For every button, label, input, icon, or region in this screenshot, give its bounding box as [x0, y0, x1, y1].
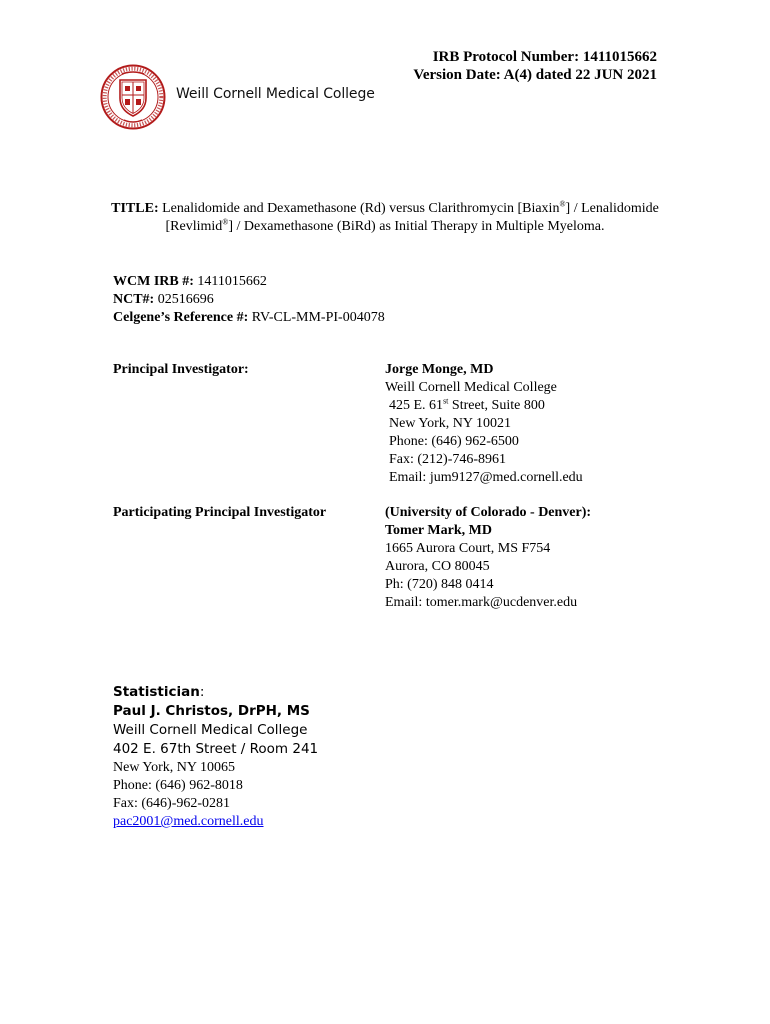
statistician-city: New York, NY 10065	[113, 760, 235, 775]
statistician-name: Paul J. Christos, DrPH, MS	[113, 703, 310, 719]
street-rest: Street, Suite 800	[448, 398, 545, 413]
participating-investigator-block	[385, 504, 591, 612]
institution-name: Weill Cornell Medical College	[176, 86, 375, 102]
protocol-header	[413, 48, 657, 84]
registered-mark: ®	[222, 217, 229, 227]
investigator-street	[385, 397, 583, 415]
investigator-site: (University of Colorado - Denver):	[385, 505, 592, 520]
investigator-city: Aurora, CO 80045	[385, 559, 490, 574]
statistician-fax: Fax: (646)-962-0281	[113, 796, 231, 811]
identifier-label: NCT#:	[113, 292, 155, 307]
investigator-org: Weill Cornell Medical College	[385, 380, 557, 395]
statistician-label	[113, 683, 318, 702]
irb-protocol-number: IRB Protocol Number: 1411015662	[432, 49, 657, 65]
identifier-label: WCM IRB #:	[113, 274, 194, 289]
identifier-row	[113, 309, 385, 327]
investigator-city: New York, NY 10021	[389, 416, 511, 431]
statistician-org: Weill Cornell Medical College	[113, 722, 308, 738]
statistician-email-link[interactable]: pac2001@med.cornell.edu	[113, 814, 264, 829]
street-number: 425 E. 61	[389, 398, 444, 413]
identifier-label: Celgene’s Reference #:	[113, 310, 249, 325]
title-text-part-3: ] / Dexamethasone (BiRd) as Initial Therapy in Multiple Myeloma.	[228, 219, 605, 234]
investigator-name: Tomer Mark, MD	[385, 523, 492, 538]
investigator-email: Email: jum9127@med.cornell.edu	[389, 470, 583, 485]
ordinal-suffix: st	[443, 396, 449, 406]
identifier-value: 1411015662	[197, 274, 267, 289]
principal-investigator-label: Principal Investigator:	[113, 362, 249, 377]
investigator-name: Jorge Monge, MD	[385, 362, 494, 377]
principal-investigator-block	[385, 361, 583, 487]
statistician-role: Statistician	[113, 684, 200, 700]
participating-investigator-label: Participating Principal Investigator	[113, 505, 327, 520]
title-text-part-2: ] / Lenalidomide [Revlimid	[165, 201, 659, 234]
title-text-part-1: Lenalidomide and Dexamethasone (Rd) versus Clarithromycin [Biaxin	[162, 201, 560, 216]
identifier-row	[113, 273, 385, 291]
investigator-email: Email: tomer.mark@ucdenver.edu	[385, 595, 578, 610]
study-title	[110, 200, 660, 236]
title-label: TITLE:	[111, 201, 159, 216]
statistician-phone: Phone: (646) 962-8018	[113, 778, 243, 793]
investigator-street: 1665 Aurora Court, MS F754	[385, 541, 551, 556]
statistician-street: 402 E. 67th Street / Room 241	[113, 741, 319, 757]
statistician-colon: :	[199, 684, 205, 700]
identifier-value: 02516696	[157, 292, 214, 307]
weill-cornell-seal-icon	[100, 64, 166, 130]
identifier-row	[113, 291, 385, 309]
investigator-fax: Fax: (212)-746-8961	[389, 452, 507, 467]
study-identifiers	[113, 273, 385, 327]
investigator-phone: Phone: (646) 962-6500	[389, 434, 519, 449]
registered-mark: ®	[559, 199, 566, 209]
identifier-value: RV-CL-MM-PI-004078	[251, 310, 385, 325]
investigator-phone: Ph: (720) 848 0414	[385, 577, 494, 592]
version-date: Version Date: A(4) dated 22 JUN 2021	[413, 67, 657, 83]
statistician-block	[113, 683, 318, 831]
